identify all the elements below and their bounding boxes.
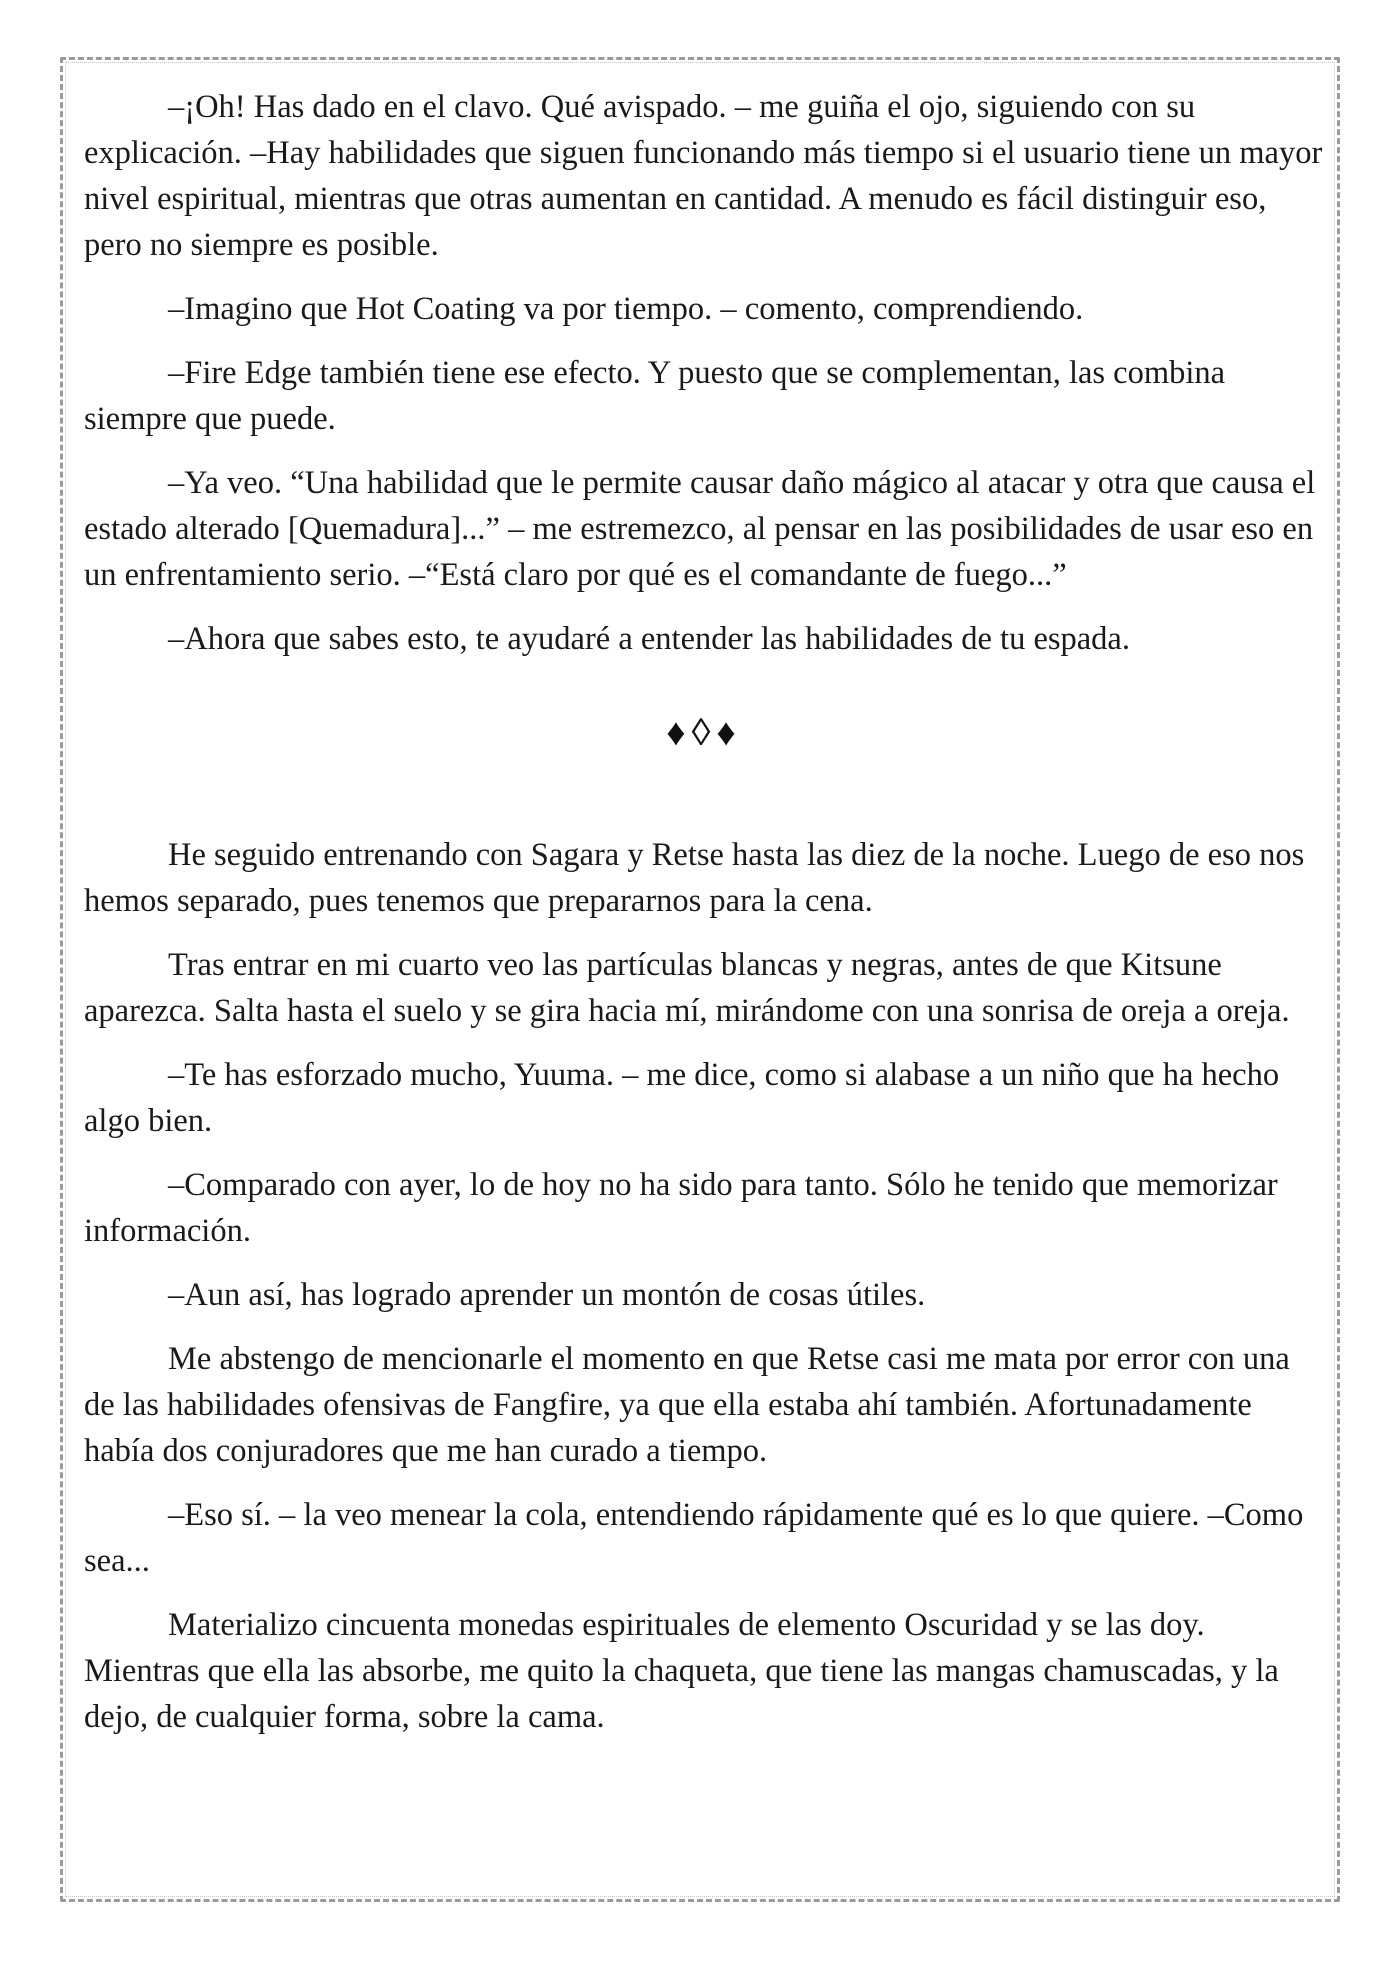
paragraph: –Fire Edge también tiene ese efecto. Y puesto que se complementan, las combina siempre que puede. — [84, 355, 1226, 437]
paragraph: –Eso sí. – la veo menear la cola, entendiendo rápidamente qué es lo que quiere. –Como sea... — [84, 1497, 1304, 1579]
page-text — [84, 84, 1324, 1758]
paragraph: Tras entrar en mi cuarto veo las partículas blancas y negras, antes de que Kitsune aparezca. Salta hasta el suelo y se gira hacia mí, mirándome con una sonrisa de oreja a oreja. — [84, 947, 1290, 1029]
paragraph: –¡Oh! Has dado en el clavo. Qué avispado. – me guiña el ojo, siguiendo con su explicación. –Hay habilidades que siguen funcionando más tiempo si el usuario tiene un mayor nivel espiritual, mientras que otras aumentan en cantidad. A menudo es fácil distinguir eso, pero no siempre es posible. — [84, 89, 1323, 263]
paragraph: –Ya veo. “Una habilidad que le permite causar daño mágico al atacar y otra que causa el estado alterado [Quemadura]...” – me estremezco, al pensar en las posibilidades de usar eso en un enfrentamiento serio. –“Está claro por qué es el comandante de fuego...” — [84, 465, 1316, 593]
scene-break-separator: ♦◊♦ — [666, 712, 742, 754]
paragraph: Me abstengo de mencionarle el momento en que Retse casi me mata por error con una de las habilidades ofensivas de Fangfire, ya que ella estaba ahí también. Afortunadamente había dos conjuradores que me han curado a tiempo. — [84, 1341, 1290, 1469]
paragraph: He seguido entrenando con Sagara y Retse hasta las diez de la noche. Luego de eso nos hemos separado, pues tenemos que prepararnos para la cena. — [84, 837, 1305, 919]
paragraph: –Aun así, has logrado aprender un montón de cosas útiles. — [168, 1277, 926, 1313]
paragraph: –Ahora que sabes esto, te ayudaré a entender las habilidades de tu espada. — [168, 621, 1130, 657]
paragraph: –Comparado con ayer, lo de hoy no ha sido para tanto. Sólo he tenido que memorizar información. — [84, 1167, 1278, 1249]
paragraph: Materializo cincuenta monedas espirituales de elemento Oscuridad y se las doy. Mientras que ella las absorbe, me quito la chaqueta, que tiene las mangas chamuscadas, y la dejo, de cualquier forma, sobre la cama. — [84, 1607, 1279, 1735]
paragraph: –Imagino que Hot Coating va por tiempo. – comento, comprendiendo. — [168, 291, 1084, 327]
paragraph: –Te has esforzado mucho, Yuuma. – me dice, como si alabase a un niño que ha hecho algo bien. — [84, 1057, 1280, 1139]
